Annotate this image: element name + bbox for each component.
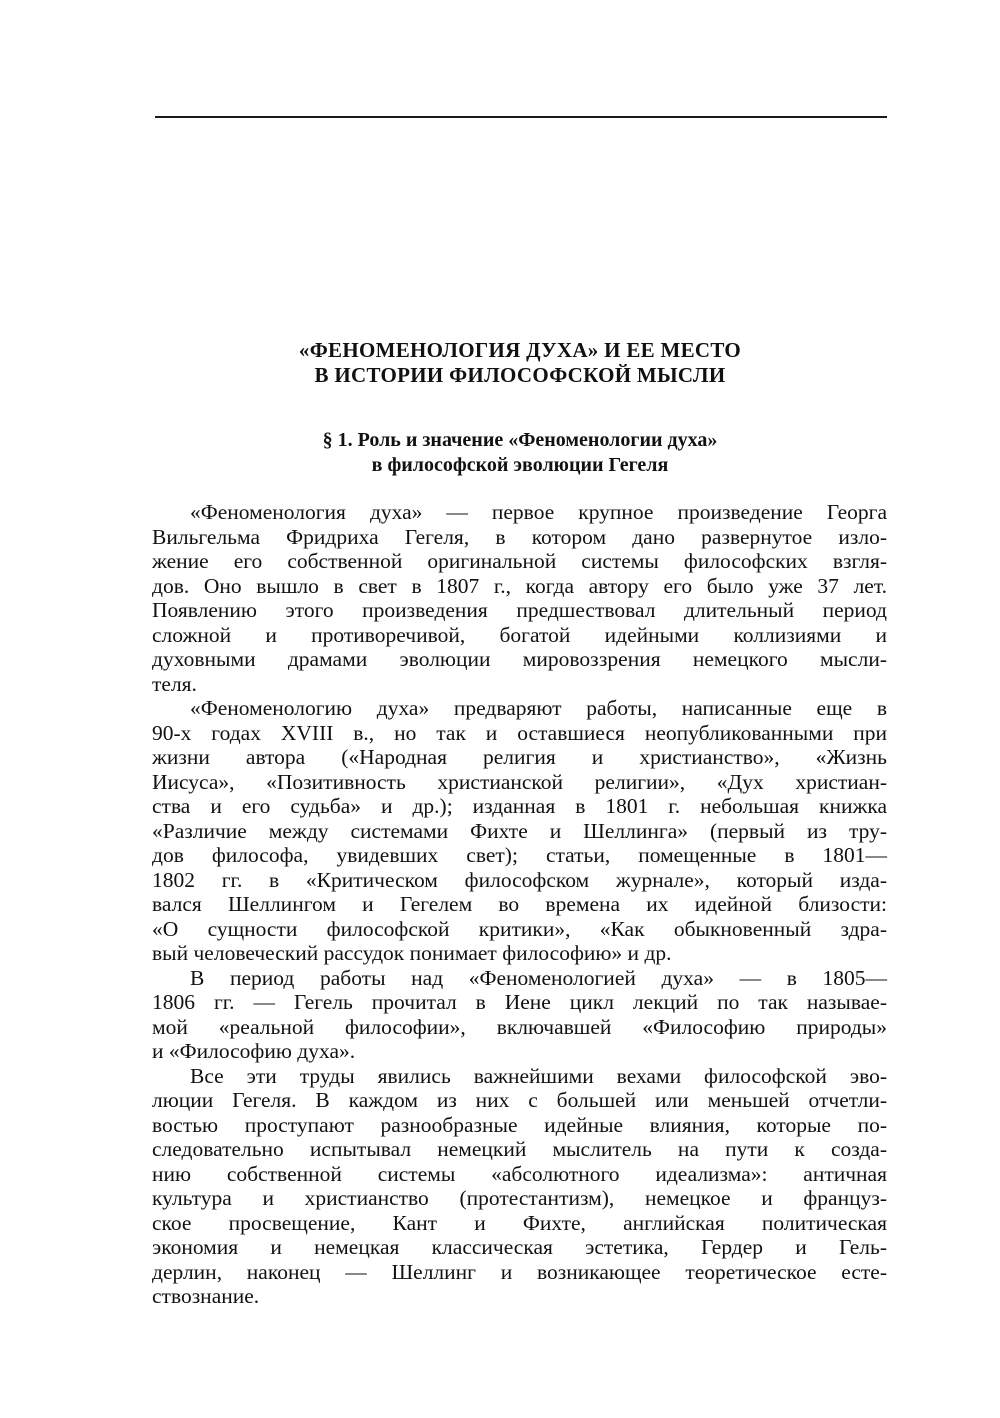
text-line: следовательно испытывал немецкий мыслитель на пути к созда-	[152, 1137, 887, 1161]
body-text	[152, 500, 887, 1309]
text-line: дерлин, наконец — Шеллинг и возникающее теоретическое есте-	[152, 1259, 887, 1284]
section-heading-line: в философской эволюции Гегеля	[371, 454, 669, 476]
paragraph	[152, 500, 887, 696]
text-line: люции Гегеля. В каждом из них с большей или меньшей отчетли-	[152, 1088, 887, 1112]
text-line: духовными драмами эволюции мировоззрения немецкого мысли-	[152, 647, 887, 671]
text-line: дов. Оно вышло в свет в 1807 г., когда автору его было уже 37 лет.	[152, 573, 887, 598]
header-rule	[155, 116, 887, 118]
text-line: жение его собственной оригинальной системы философских взгля-	[152, 549, 887, 573]
section-heading	[0, 428, 1000, 478]
text-line: вый человеческий рассудок понимает философию» и др.	[152, 941, 672, 965]
text-line: востью проступают разнообразные идейные влияния, которые по-	[152, 1112, 887, 1137]
text-line: Вильгельма Фридриха Гегеля, в котором дано развернутое изло-	[152, 524, 887, 549]
text-line: экономия и немецкая классическая эстетика, Гердер и Гель-	[152, 1235, 887, 1259]
paragraph	[152, 966, 887, 1064]
text-line: сложной и противоречивой, богатой идейными коллизиями и	[152, 622, 887, 647]
text-line: и «Философию духа».	[152, 1039, 356, 1063]
text-line: В период работы над «Феноменологией духа» — в 1805—	[190, 965, 887, 990]
chapter-title	[0, 338, 1000, 388]
text-line: Иисуса», «Позитивность христианской религии», «Дух христиан-	[152, 769, 887, 794]
text-line: ствознание.	[152, 1284, 260, 1308]
section-heading-line: § 1. Роль и значение «Феноменологии духа»	[322, 429, 718, 451]
chapter-title-line: «ФЕНОМЕНОЛОГИЯ ДУХА» И ЕЕ МЕСТО	[298, 338, 742, 362]
text-line: культура и христианство (протестантизм), немецкое и француз-	[152, 1186, 887, 1210]
text-line: дов философа, увидевших свет); статьи, помещенные в 1801—	[152, 843, 887, 867]
paragraph	[152, 1064, 887, 1309]
text-line: мой «реальной философии», включавшей «Философию природы»	[152, 1014, 887, 1039]
text-line: вался Шеллингом и Гегелем во времена их идейной близости:	[152, 892, 887, 916]
paragraph	[152, 696, 887, 966]
text-line: 1806 гг. — Гегель прочитал в Иене цикл лекций по так называе-	[152, 990, 887, 1014]
text-line: Все эти труды явились важнейшими вехами философской эво-	[190, 1063, 887, 1088]
text-line: «О сущности философской критики», «Как обыкновенный здра-	[152, 916, 887, 941]
text-line: ства и его судьба» и др.); изданная в 1801 г. небольшая книжка	[152, 794, 887, 818]
text-line: 1802 гг. в «Критическом философском журнале», который изда-	[152, 867, 887, 892]
chapter-title-line: В ИСТОРИИ ФИЛОСОФСКОЙ МЫСЛИ	[314, 363, 726, 387]
text-line: ское просвещение, Кант и Фихте, английская политическая	[152, 1210, 887, 1235]
text-line: «Феноменологию духа» предваряют работы, написанные еще в	[190, 696, 887, 720]
text-line: теля.	[152, 671, 197, 696]
text-line: Появлению этого произведения предшествовал длительный период	[152, 598, 887, 622]
text-line: 90-х годах XVIII в., но так и оставшиеся неопубликованными при	[152, 720, 887, 745]
text-line: «Феноменология духа» — первое крупное произведение Георга	[190, 500, 887, 524]
text-line: «Различие между системами Фихте и Шеллинга» (первый из тру-	[152, 818, 887, 843]
text-line: нию собственной системы «абсолютного идеализма»: античная	[152, 1161, 887, 1186]
text-line: жизни автора («Народная религия и христианство», «Жизнь	[152, 745, 887, 769]
